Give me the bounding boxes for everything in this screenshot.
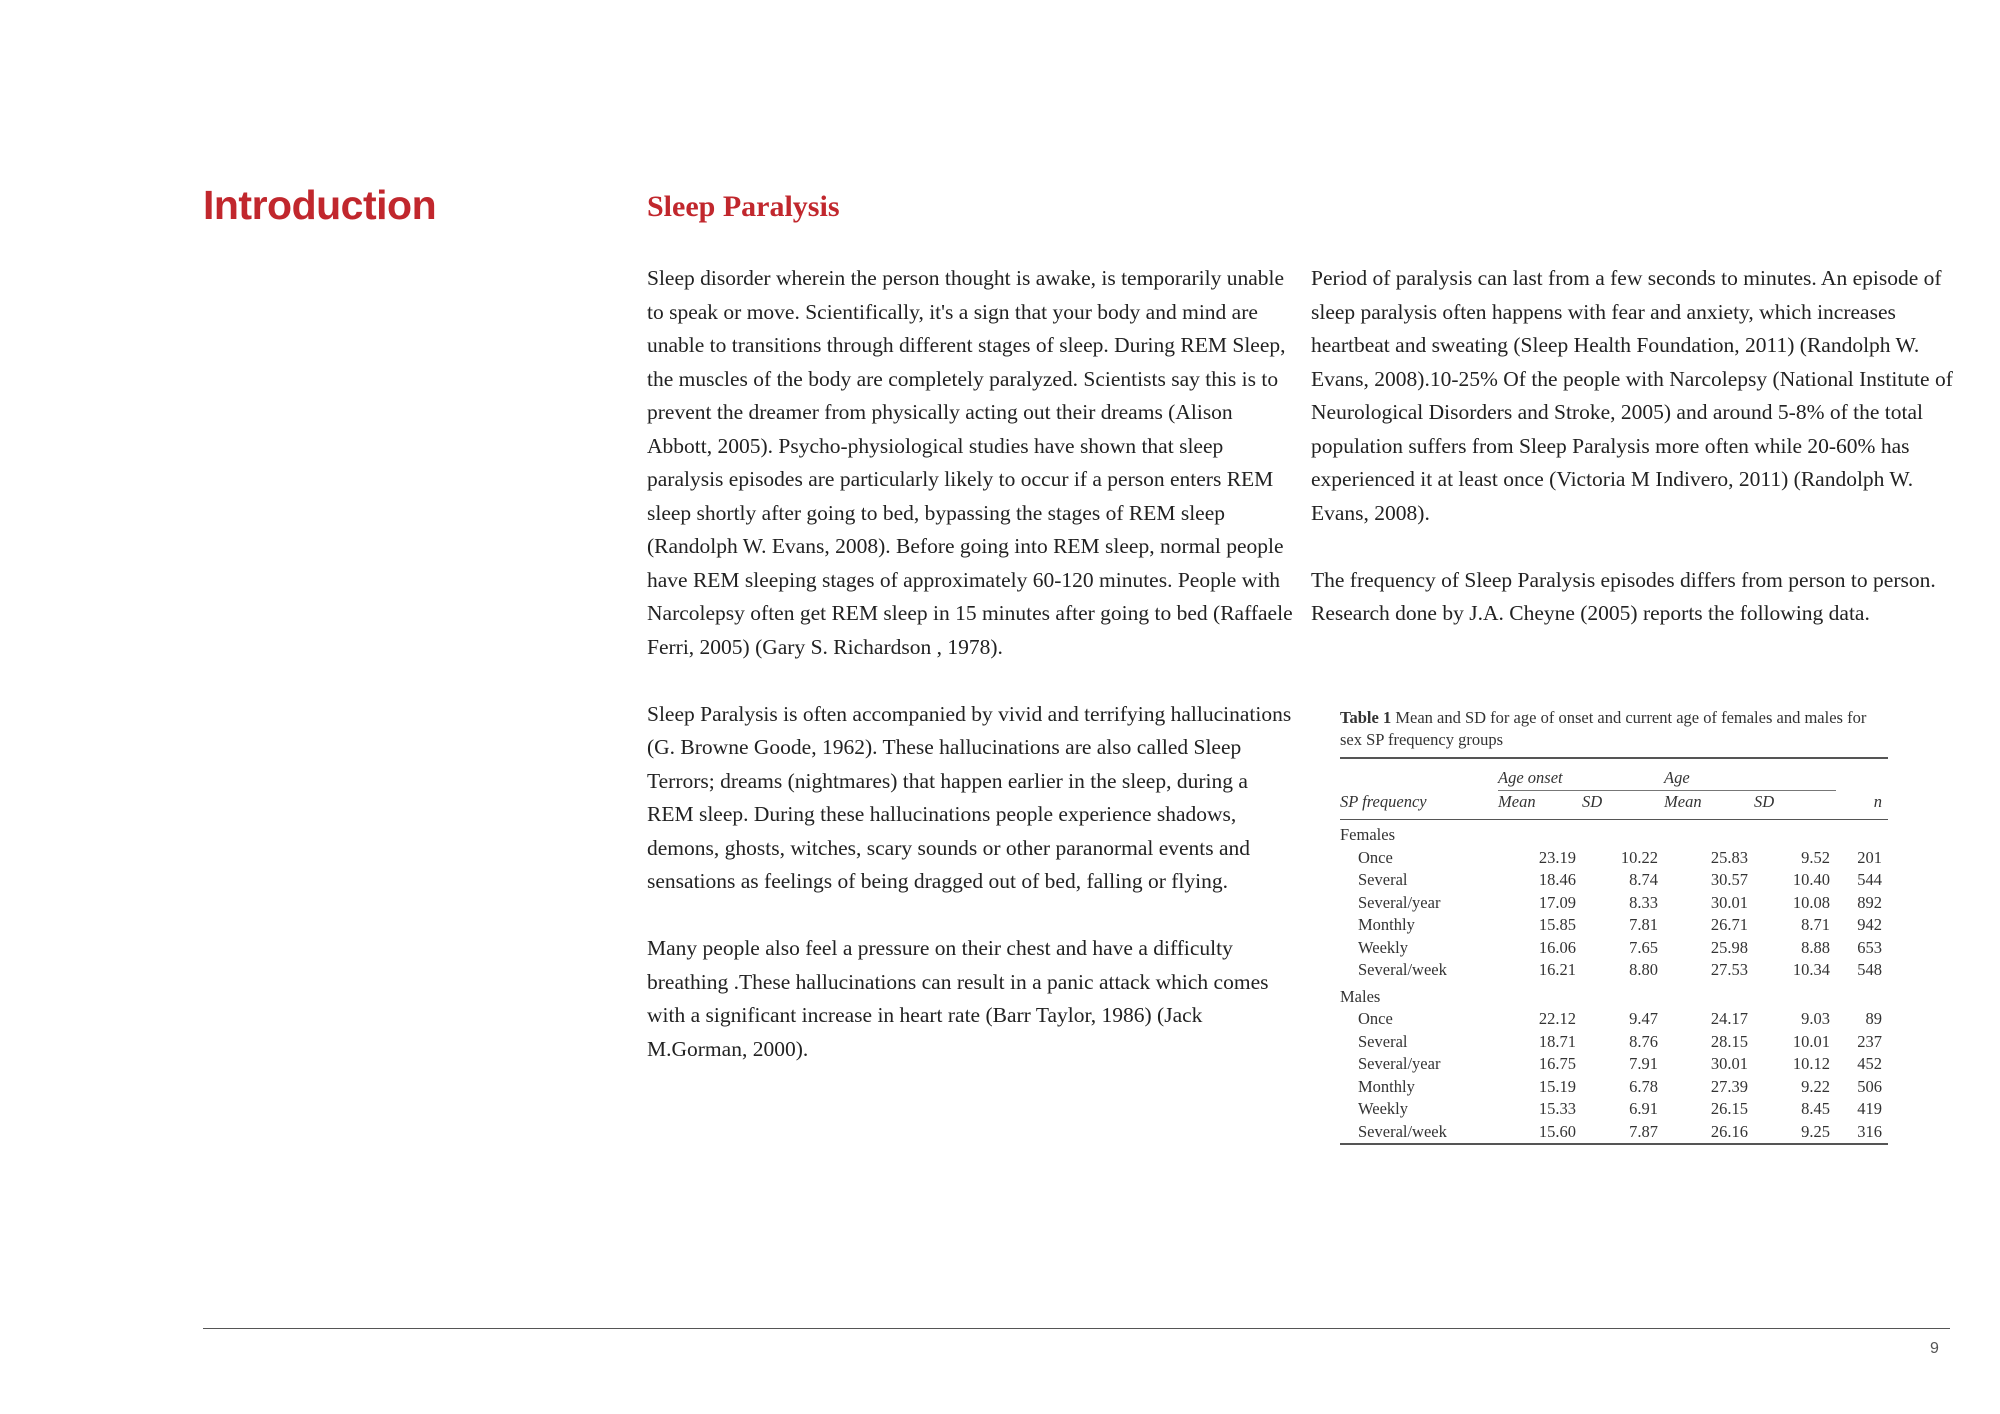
table-cell: 9.03: [1801, 1009, 1830, 1028]
table-cell: 10.01: [1792, 1031, 1830, 1051]
table-cell: 24.17: [1710, 1009, 1748, 1028]
paragraph: The frequency of Sleep Paralysis episodes differs from person to person. Research done by J.A. Cheyne (2005) reports the following data.: [1311, 567, 1936, 625]
row-label: Several/year: [1358, 1054, 1441, 1073]
table-cell: 26.15: [1710, 1099, 1748, 1118]
col-header: n: [1836, 791, 1888, 820]
row-label: Monthly: [1358, 1076, 1415, 1096]
table-cell: 892: [1857, 892, 1882, 912]
table-cell: 7.65: [1629, 937, 1658, 957]
section-title: Introduction: [203, 182, 437, 228]
group-label: Males: [1340, 986, 1381, 1006]
table-cell: 27.39: [1710, 1076, 1748, 1096]
table-row: [1340, 1031, 1888, 1054]
table-caption: [1340, 707, 1888, 751]
table-cell: 89: [1865, 1009, 1882, 1028]
col-header: Mean: [1664, 791, 1754, 820]
table-cell: 10.34: [1792, 960, 1830, 979]
table-cell: 27.53: [1710, 960, 1748, 979]
table-cell: 16.06: [1538, 937, 1576, 957]
sp-frequency-table: [1340, 757, 1888, 1145]
row-label: Several: [1358, 1031, 1408, 1051]
table-cell: 316: [1857, 1121, 1882, 1141]
table-cell: 8.74: [1629, 870, 1658, 889]
page-number: 9: [1930, 1340, 1939, 1357]
left-column: [647, 262, 1297, 1100]
row-label: Weekly: [1358, 1099, 1408, 1118]
table-cell: 17.09: [1538, 892, 1576, 912]
group-label: Females: [1340, 825, 1395, 844]
data-table-figure: [1340, 707, 1888, 1145]
table-body: [1340, 820, 1888, 1145]
col-header: SD: [1582, 791, 1664, 820]
table-row: [1340, 847, 1888, 870]
col-header: SP frequency: [1340, 791, 1498, 820]
table-cell: 30.57: [1710, 870, 1748, 889]
col-header: Mean: [1498, 791, 1582, 820]
table-cell: 7.81: [1629, 915, 1658, 934]
col-header: SD: [1754, 791, 1836, 820]
paragraph: Period of paralysis can last from a few seconds to minutes. An episode of sleep paralysis often happens with fear and anxiety, which increases heartbeat and sweating (Sleep Health Foundation, 2011) (Randolph W. Evans, 2008).10-25% Of the people with Narcolepsy (National Institute of Neurological Disorders and Stroke, 2005) and around 5-8% of the total population suffers from Sleep Paralysis more often while 20-60% has experienced it at least once (Victoria M Indivero, 2011) (Randolph W. Evans, 2008).: [1311, 266, 1953, 525]
paragraph: Many people also feel a pressure on their chest and have a difficulty breathing .These hallucinations can result in a panic attack which comes with a significant increase in heart rate (Barr Taylor, 1986) (Jack M.Gorman, 2000).: [647, 936, 1269, 1061]
table-row: [1340, 892, 1888, 915]
row-label: Once: [1358, 847, 1393, 867]
table-cell: 7.87: [1629, 1121, 1658, 1141]
table-cell: 10.12: [1792, 1054, 1830, 1073]
table-cell: 6.78: [1629, 1076, 1658, 1096]
group-header-age: Age: [1664, 767, 1836, 791]
table-cell: 10.40: [1792, 870, 1830, 889]
group-header-age-onset: Age onset: [1498, 767, 1664, 791]
table-cell: 26.71: [1710, 915, 1748, 934]
table-cell: 8.76: [1629, 1031, 1658, 1051]
table-cell: 28.15: [1710, 1031, 1748, 1051]
row-label: Several: [1358, 870, 1408, 889]
table-cell: 6.91: [1629, 1099, 1658, 1118]
table-cell: 23.19: [1538, 847, 1576, 867]
table-cell: 30.01: [1710, 892, 1748, 912]
row-label: Once: [1358, 1009, 1393, 1028]
table-cell: 8.33: [1629, 892, 1658, 912]
table-group-row: [1340, 820, 1888, 847]
table-row: [1340, 1076, 1888, 1099]
table-cell: 9.22: [1801, 1076, 1830, 1096]
table-cell: 201: [1857, 847, 1882, 867]
table-row: [1340, 959, 1888, 982]
table-cell: 653: [1857, 937, 1882, 957]
table-cell: 15.60: [1538, 1121, 1576, 1141]
paragraph: Sleep Paralysis is often accompanied by vivid and terrifying hallucinations (G. Browne Goode, 1962). These hallucinations are also called Sleep Terrors; dreams (nightmares) that happen earlier in the sleep, during a REM sleep. During these hallucinations people experience shadows, demons, ghosts, witches, scary sounds or other paranormal events and sensations as feelings of being dragged out of bed, falling or flying.: [647, 701, 1292, 893]
table-row: [1340, 1053, 1888, 1076]
row-label: Monthly: [1358, 915, 1415, 934]
row-label: Several/week: [1358, 1121, 1447, 1141]
table-cell: 25.98: [1710, 937, 1748, 957]
table-cell: 8.71: [1801, 915, 1830, 934]
table-cell: 544: [1857, 870, 1882, 889]
row-label: Weekly: [1358, 937, 1408, 957]
table-cell: 8.80: [1629, 960, 1658, 979]
table-caption-text: Mean and SD for age of onset and current age of females and males for sex SP frequency groups: [1340, 708, 1867, 749]
table-cell: 942: [1857, 915, 1882, 934]
table-cell: 15.19: [1538, 1076, 1576, 1096]
row-label: Several/year: [1358, 892, 1441, 912]
table-cell: 15.85: [1538, 915, 1576, 934]
right-column: [1311, 262, 1971, 664]
table-cell: 25.83: [1710, 847, 1748, 867]
table-caption-label: Table 1: [1340, 708, 1392, 727]
table-cell: 8.88: [1801, 937, 1830, 957]
table-cell: 15.33: [1538, 1099, 1576, 1118]
table-group-row: [1340, 982, 1888, 1009]
subsection-title: Sleep Paralysis: [647, 190, 840, 223]
table-cell: 506: [1857, 1076, 1882, 1096]
footer-divider: [203, 1328, 1950, 1329]
table-row: [1340, 1008, 1888, 1031]
table-cell: 10.08: [1792, 892, 1830, 912]
table-cell: 237: [1857, 1031, 1882, 1051]
table-cell: 9.47: [1629, 1009, 1658, 1028]
table-cell: 18.46: [1538, 870, 1576, 889]
table-cell: 8.45: [1801, 1099, 1830, 1118]
table-cell: 10.22: [1620, 847, 1658, 867]
table-cell: 548: [1857, 960, 1882, 979]
table-cell: 452: [1857, 1054, 1882, 1073]
table-cell: 16.75: [1538, 1054, 1576, 1073]
table-cell: 18.71: [1538, 1031, 1576, 1051]
row-label: Several/week: [1358, 960, 1447, 979]
paragraph: Sleep disorder wherein the person thought is awake, is temporarily unable to speak or move. Scientifically, it's a sign that your body and mind are unable to transitions through different stages of sleep. During REM Sleep, the muscles of the body are completely paralyzed. Scientists say this is to prevent the dreamer from physically acting out their dreams (Alison Abbott, 2005). Psycho-physiological studies have shown that sleep paralysis episodes are particularly likely to occur if a person enters REM sleep shortly after going to bed, bypassing the stages of REM sleep (Randolph W. Evans, 2008). Before going into REM sleep, normal people have REM sleeping stages of approximately 60-120 minutes. People with Narcolepsy often get REM sleep in 15 minutes after going to bed (Raffaele Ferri, 2005) (Gary S. Richardson , 1978).: [647, 266, 1293, 659]
table-row: [1340, 869, 1888, 892]
table-row: [1340, 937, 1888, 960]
table-row: [1340, 1121, 1888, 1145]
table-row: [1340, 1098, 1888, 1121]
table-cell: 9.52: [1801, 847, 1830, 867]
table-cell: 419: [1857, 1099, 1882, 1118]
table-cell: 16.21: [1538, 960, 1576, 979]
table-cell: 22.12: [1538, 1009, 1576, 1028]
table-cell: 7.91: [1629, 1054, 1658, 1073]
table-cell: 30.01: [1710, 1054, 1748, 1073]
table-cell: 9.25: [1801, 1121, 1830, 1141]
table-cell: 26.16: [1710, 1121, 1748, 1141]
table-row: [1340, 914, 1888, 937]
